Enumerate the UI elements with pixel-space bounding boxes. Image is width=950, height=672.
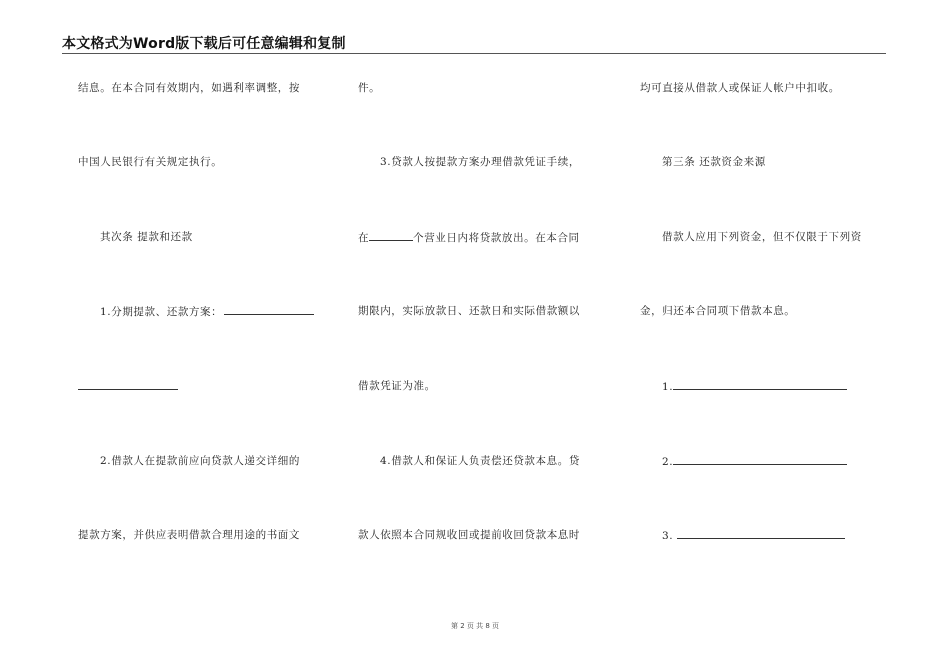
col1-line-6: 2.借款人在提款前应向贷款人递交详细的 — [100, 455, 300, 467]
col3-line-1: 均可直接从借款人或保证人帐户中扣收。 — [640, 82, 840, 94]
col3-line-3: 借款人应用下列资金，但不仅限于下列资 — [662, 231, 862, 243]
col2-line-2: 3.贷款人按提款方案办理借款凭证手续， — [380, 156, 580, 168]
col2-line-3 — [358, 229, 580, 245]
col2-line-5: 借款凭证为准。 — [358, 380, 436, 392]
col1-line-2: 中国人民银行有关规定执行。 — [78, 156, 223, 168]
col3-heading-article-3: 第三条 还款资金来源 — [662, 156, 766, 168]
col1-heading-article-2: 其次条 提款和还款 — [100, 231, 193, 243]
col3-line-4: 金，归还本合同项下借款本息。 — [640, 305, 796, 317]
col2-line-6: 4.借款人和保证人负责偿还贷款本息。贷 — [380, 455, 580, 467]
col3-item-1-number: 1. — [662, 381, 674, 393]
col3-list-item-3 — [662, 527, 845, 542]
col1-line-5 — [78, 378, 178, 393]
col2-line-1: 件。 — [358, 82, 381, 94]
col2-line-4: 期限内，实际放款日、还款日和实际借款额以 — [358, 305, 580, 317]
col1-line-4 — [100, 303, 314, 319]
blank-underline — [78, 378, 178, 390]
col1-line-1: 结息。在本合同有效期内，如遇利率调整，按 — [78, 82, 300, 94]
col2-line-3-suffix: 个营业日内将贷款放出。在本合同 — [413, 232, 580, 244]
col2-line-7: 款人依照本合同规收回或提前收回贷款本息时 — [358, 529, 580, 541]
blank-underline — [677, 527, 845, 539]
blank-underline — [369, 229, 413, 241]
col2-line-3-prefix: 在 — [358, 232, 370, 244]
col1-item-1-label: 1.分期提款、还款方案： — [100, 306, 223, 318]
document-header-title: 本文格式为Word版下载后可任意编辑和复制 — [62, 36, 346, 52]
col3-item-3-number: 3. — [662, 530, 678, 542]
blank-underline — [224, 303, 314, 315]
blank-underline — [673, 453, 847, 465]
col3-item-2-number: 2. — [662, 456, 674, 468]
col3-list-item-1 — [662, 378, 847, 393]
col1-line-7: 提款方案，并供应表明借款合理用途的书面文 — [78, 529, 300, 541]
blank-underline — [673, 378, 847, 390]
page-number-footer: 第 2 页 共 8 页 — [450, 622, 500, 630]
col3-list-item-2 — [662, 453, 847, 468]
header-divider — [62, 53, 886, 54]
